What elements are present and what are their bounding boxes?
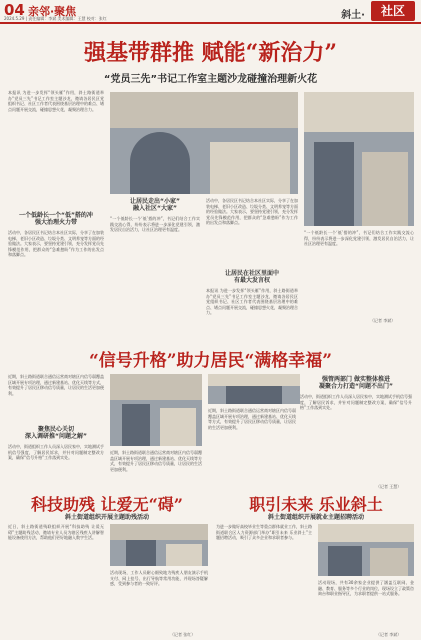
section4-column-2 [318,580,414,630]
section2-column-4 [208,408,296,486]
lead-photo [110,92,298,194]
section3-subtitle: 斜土街道组织开展主题助残活动 [64,514,149,521]
section4-photo [318,524,414,576]
lead-author: （记者 李斌） [370,318,396,323]
section2-photo-1 [110,374,202,446]
section4-column-1 [216,524,312,634]
section2-paragraph-2: 活动中，街道组织工作人员深入居民家中，实地测试手机信号强度，了解居民诉求，并针对问题制定整改方案，确保“信号升格”工作落到实处。 [8,444,104,461]
section2-author: （记者 王慧） [376,484,402,489]
lead-paragraph-1: 本报讯 为进一步发挥“领头雁”作用，斜土路街道举办“党员三先”书记工作室主题沙龙，邀请各居民区党组织书记、社区工作者代表围绕基层治理中的难点、堵点问题开展交流，碰撞思想火花，凝聚治理合力。 [8,90,104,112]
section4-paragraph-1: 为进一步做好高校毕业生等重点群体就业工作，斜土路街道联合区人力资源部门举办“职引未来 乐业斜土”主题招聘活动，吸引了众多企业和求职者参与。 [216,524,312,541]
page-number: 04 [4,1,25,19]
section3-column-1 [8,524,104,634]
lead-column-1b [8,230,104,325]
section2-paragraph-3: 近期，斜土路街道联合通信运营商对辖区内信号弱覆盖区域开展专项治理，通过新建基站、优化天线等方式，有效提升了居民区移动信号质量，让居民的生活更加便利。 [110,450,202,472]
masthead-logo: 社区 [371,1,415,21]
issue-date: 2024.5.29 | 责任编辑：李斌 美术编辑：王慧 校对：张红 [4,16,107,21]
section2-paragraph-1: 近期，斜土路街道联合通信运营商对辖区内信号弱覆盖区域开展专项治理，通过新建基站、优化天线等方式，有效提升了居民区移动信号质量，让居民的生活更加便利。 [8,374,104,396]
section3-photo [110,524,208,566]
section4-subtitle: 斜土街道组织开展就业主题招聘活动 [267,514,364,521]
lead-column-4 [304,230,414,316]
page-header [0,0,421,24]
lead-photo-right [304,92,414,226]
lead-column-3b [206,288,298,328]
lead-kicker-3: 让居民在社区里面中 有最大发言权 [224,270,279,284]
lead-paragraph-5: 本报讯 为进一步发挥“领头雁”作用，斜土路街道举办“党员三先”书记工作室主题沙龙，邀请各居民区党组织书记、社区工作者代表围绕基层治理中的难点、堵点问题开展交流，碰撞思想火花，凝聚治理合力。 [206,288,298,316]
section2-column-3 [300,394,412,482]
lead-title: 强基带群推 赋能“新治力” [84,40,337,66]
section4-author: （记者 李斌） [376,632,402,637]
section2-title: “信号升格”助力居民“满格幸福” [88,351,333,371]
lead-column-3 [206,198,298,268]
section4-title: 职引未来 乐业斜土 [249,495,383,514]
lead-kicker-1: 一个低龄长一个“低”搭的冲 强大治理火力带 [19,212,93,226]
lead-paragraph-4: 活动中，各居民区书记结合本社区实际，分享了在加装电梯、老旧小区改造、垃圾分类、文明养宠等方面的经验做法。大家表示，要坚持党建引领，充分发挥党员先锋模范作用，把群众的“急难愁盼”作为工作的出发点和落脚点。 [206,198,298,226]
section2-paragraph-5: 近期，斜土路街道联合通信运营商对辖区内信号弱覆盖区域开展专项治理，通过新建基站、优化天线等方式，有效提升了居民区移动信号质量，让居民的生活更加便利。 [208,408,296,430]
section3-author: （记者 张红） [170,632,196,637]
section2-column-1 [8,374,104,424]
lead-paragraph-3: “一个低龄长一个‘低’搭的冲”，书记们结合工作实践交流心得，纷纷表示将进一步深化党建引领，激发居民自治活力，让社区治理更有温度。 [110,216,200,233]
section4-paragraph-2: 活动现场，共有30余家企业提供了涵盖互联网、金融、教育、服务等多个行业的岗位，现场设立了政策咨询台和职业指导区，为求职者提供一站式服务。 [318,580,414,597]
section3-paragraph-2: 活动现场，工作人员耐心细致地为残疾人朋友演示手机支付、网上挂号、出行导航等常用功能，并现场答疑解惑，受到参与者的一致好评。 [110,570,208,587]
lead-subtitle: “党员三先”书记工作室主题沙龙碰撞治理新火花 [103,74,318,85]
section3-paragraph-1: 近日，斜土路街道残联组织开展“科技助残 让爱无碍”主题助残活动，邀请专业人员为辖区残疾人讲解智能设备使用方法，帮助他们更好地融入数字生活。 [8,524,104,541]
lead-column-2 [110,216,200,326]
section2-column-1b [8,444,104,490]
section2-paragraph-4: 活动中，街道组织工作人员深入居民家中，实地测试手机信号强度，了解居民诉求，并针对问题制定整改方案，确保“信号升格”工作落到实处。 [300,394,412,411]
lead-kicker-2: 让居民走出“小家” 融入社区“大家” [130,198,180,212]
section2-kicker-1: 聚焦民心关切 深入调研推“问题之解” [25,426,87,440]
section2-kicker-2: 强管两部门 做实整体推进 凝聚合力打造“问题不出门” [319,376,393,390]
section2-column-2 [110,450,202,490]
section3-column-2 [110,570,208,632]
lead-column-1 [8,90,104,208]
section3-title: 科技助残 让爱无“碍” [31,495,183,514]
section-name: 亲邻·聚焦 [28,5,77,18]
lead-paragraph-2: 活动中，各居民区书记结合本社区实际，分享了在加装电梯、老旧小区改造、垃圾分类、文明养宠等方面的经验做法。大家表示，要坚持党建引领，充分发挥党员先锋模范作用，把群众的“急难愁盼”作为工作的出发点和落脚点。 [8,230,104,258]
section2-photo-2 [208,374,300,404]
brand-text: 斜土· [341,10,365,21]
lead-paragraph-6: “一个低龄长一个‘低’搭的冲”，书记们结合工作实践交流心得，纷纷表示将进一步深化党建引领，激发居民自治活力，让社区治理更有温度。 [304,230,414,247]
